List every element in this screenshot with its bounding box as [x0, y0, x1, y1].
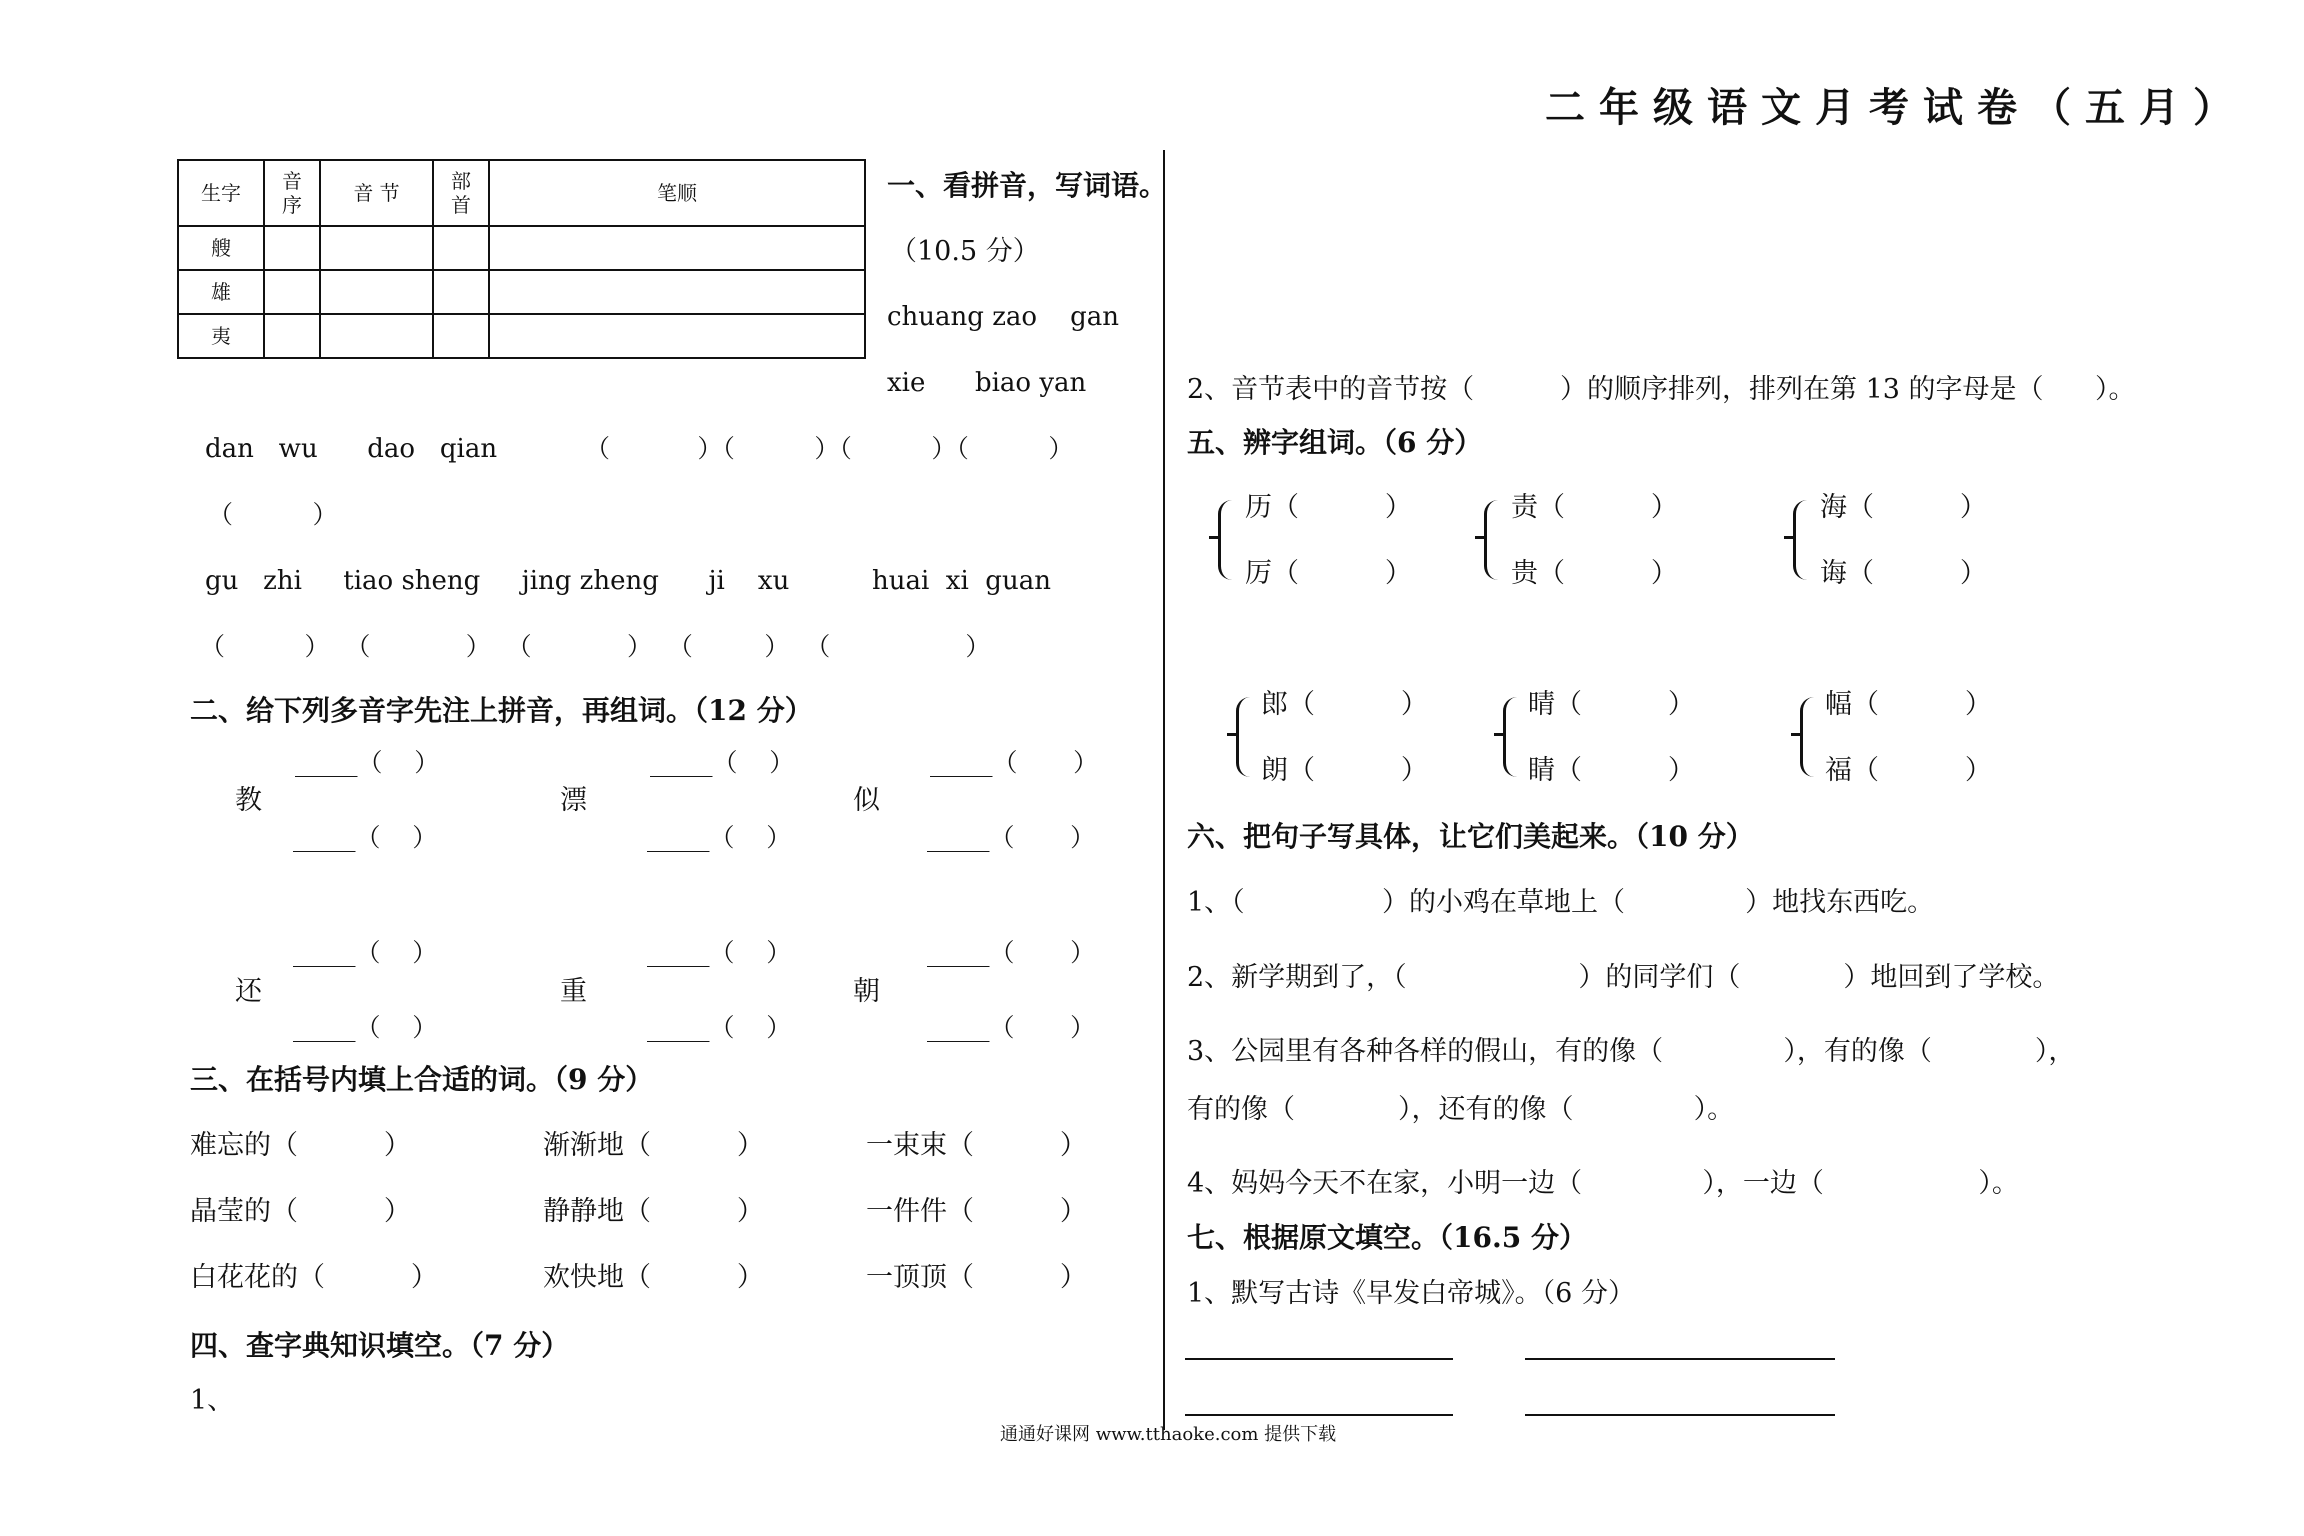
pinyin-line: dan wu dao qian	[205, 434, 498, 464]
table-header: 生字	[178, 160, 264, 226]
fill-item[interactable]: 欢快地（ ）	[543, 1262, 764, 1293]
table-cell[interactable]	[264, 270, 320, 314]
poem-question: 1、默写古诗《早发白帝城》。（6 分）	[1187, 1278, 1635, 1309]
polyphone-blank[interactable]: _____（ ）	[295, 748, 440, 777]
column-divider	[1163, 150, 1165, 1430]
table-cell[interactable]	[433, 270, 489, 314]
polyphone-blank[interactable]: _____（ ）	[650, 748, 795, 777]
answer-blanks[interactable]: （ ）（ ）（ ）（ ）	[585, 434, 1074, 463]
polyphone-blank[interactable]: _____（ ）	[927, 823, 1096, 852]
fill-item[interactable]: 一束束（ ）	[866, 1130, 1087, 1161]
polyphone-blank[interactable]: _____（ ）	[293, 823, 438, 852]
polyphone-blank[interactable]: _____（ ）	[647, 1013, 792, 1042]
brace-icon	[1793, 500, 1810, 580]
answer-blanks[interactable]: （ ） （ ） （ ） （ ） （ ）	[200, 632, 991, 661]
table-header: 音 节	[320, 160, 433, 226]
polyphone-blank[interactable]: _____（ ）	[293, 938, 438, 967]
answer-blanks[interactable]: （ ）	[208, 500, 338, 529]
section-1-score: （10.5 分）	[890, 236, 1040, 267]
table-cell[interactable]	[320, 226, 433, 270]
answer-line[interactable]	[1185, 1414, 1453, 1416]
fill-item[interactable]: 难忘的（ ）	[190, 1130, 411, 1161]
table-header: 音 序	[264, 160, 320, 226]
word-pair[interactable]: 幅（ ）	[1825, 689, 1992, 720]
word-pair[interactable]: 晴（ ）	[1528, 689, 1695, 720]
table-cell[interactable]	[320, 314, 433, 358]
polyphone-char: 似	[853, 785, 880, 816]
table-cell[interactable]	[264, 314, 320, 358]
table-cell[interactable]	[433, 226, 489, 270]
fill-item[interactable]: 一件件（ ）	[866, 1196, 1087, 1227]
dictionary-table	[177, 159, 866, 359]
word-pair[interactable]: 诲（ ）	[1820, 558, 1987, 589]
answer-line[interactable]	[1185, 1358, 1453, 1360]
pinyin-line: xie biao yan	[887, 368, 1087, 398]
polyphone-blank[interactable]: _____（ ）	[293, 1013, 438, 1042]
table-cell[interactable]	[489, 314, 865, 358]
dictionary-question[interactable]: 2、音节表中的音节按（ ）的顺序排列，排列在第 13 的字母是（ ）。	[1187, 374, 2136, 405]
sentence-question[interactable]: 1、（ ）的小鸡在草地上（ ）地找东西吃。	[1187, 887, 1935, 918]
sentence-question[interactable]: 3、公园里有各种各样的假山，有的像（ ），有的像（ ），	[1187, 1036, 2076, 1067]
polyphone-blank[interactable]: _____（ ）	[930, 748, 1099, 777]
polyphone-char: 漂	[560, 785, 587, 816]
table-header: 笔顺	[489, 160, 865, 226]
table-cell-char: 雄	[178, 270, 264, 314]
polyphone-char: 还	[235, 976, 262, 1007]
polyphone-char: 重	[560, 976, 587, 1007]
table-cell[interactable]	[264, 226, 320, 270]
sentence-question[interactable]: 有的像（ ），还有的像（ ）。	[1187, 1094, 1735, 1125]
word-pair[interactable]: 历（ ）	[1245, 492, 1412, 523]
section-4-heading: 四、查字典知识填空。（7 分）	[190, 1329, 570, 1362]
word-pair[interactable]: 责（ ）	[1511, 492, 1678, 523]
polyphone-blank[interactable]: _____（ ）	[647, 823, 792, 852]
fill-item[interactable]: 白花花的（ ）	[190, 1262, 438, 1293]
table-header: 部 首	[433, 160, 489, 226]
section-2-heading: 二、给下列多音字先注上拼音，再组词。（12 分）	[190, 694, 813, 727]
sentence-question[interactable]: 2、新学期到了，（ ）的同学们（ ）地回到了学校。	[1187, 962, 2060, 993]
word-pair[interactable]: 睛（ ）	[1528, 755, 1695, 786]
table-cell[interactable]	[433, 314, 489, 358]
section-5-heading: 五、辨字组词。（6 分）	[1187, 426, 1483, 459]
answer-line[interactable]	[1525, 1414, 1835, 1416]
polyphone-char: 朝	[853, 976, 880, 1007]
fill-item[interactable]: 一顶顶（ ）	[866, 1262, 1087, 1293]
fill-item[interactable]: 晶莹的（ ）	[190, 1196, 411, 1227]
fill-item[interactable]: 静静地（ ）	[543, 1196, 764, 1227]
polyphone-blank[interactable]: _____（ ）	[647, 938, 792, 967]
pinyin-line: chuang zao gan	[887, 302, 1120, 332]
table-cell[interactable]	[489, 226, 865, 270]
brace-icon	[1503, 697, 1520, 777]
sentence-question[interactable]: 4、妈妈今天不在家，小明一边（ ），一边（ ）。	[1187, 1168, 2019, 1199]
word-pair[interactable]: 厉（ ）	[1245, 558, 1412, 589]
word-pair[interactable]: 郎（ ）	[1261, 689, 1428, 720]
brace-icon	[1218, 500, 1235, 580]
answer-line[interactable]	[1525, 1358, 1835, 1360]
section-6-heading: 六、把句子写具体，让它们美起来。（10 分）	[1187, 820, 1754, 853]
table-cell[interactable]	[489, 270, 865, 314]
polyphone-blank[interactable]: _____（ ）	[927, 938, 1096, 967]
polyphone-char: 教	[235, 785, 262, 816]
question-number: 1、	[190, 1385, 235, 1416]
section-1-heading: 一、看拼音，写词语。	[887, 169, 1168, 202]
pinyin-line: gu zhi tiao sheng jing zheng ji xu huai xi guan	[205, 566, 1051, 596]
table-cell-char: 艘	[178, 226, 264, 270]
brace-icon	[1484, 500, 1501, 580]
table-cell-char: 夷	[178, 314, 264, 358]
word-pair[interactable]: 福（ ）	[1825, 755, 1992, 786]
table-cell[interactable]	[320, 270, 433, 314]
word-pair[interactable]: 海（ ）	[1820, 492, 1987, 523]
word-pair[interactable]: 朗（ ）	[1261, 755, 1428, 786]
fill-item[interactable]: 渐渐地（ ）	[543, 1130, 764, 1161]
exam-title: 二年级语文月考试卷（五月）	[1545, 84, 2247, 131]
section-3-heading: 三、在括号内填上合适的词。（9 分）	[190, 1063, 654, 1096]
polyphone-blank[interactable]: _____（ ）	[927, 1013, 1096, 1042]
brace-icon	[1236, 697, 1253, 777]
word-pair[interactable]: 贵（ ）	[1511, 558, 1678, 589]
brace-icon	[1800, 697, 1817, 777]
section-7-heading: 七、根据原文填空。（16.5 分）	[1187, 1221, 1587, 1254]
footer-note: 通通好课网 www.tthaoke.com 提供下载	[1000, 1424, 1337, 1445]
